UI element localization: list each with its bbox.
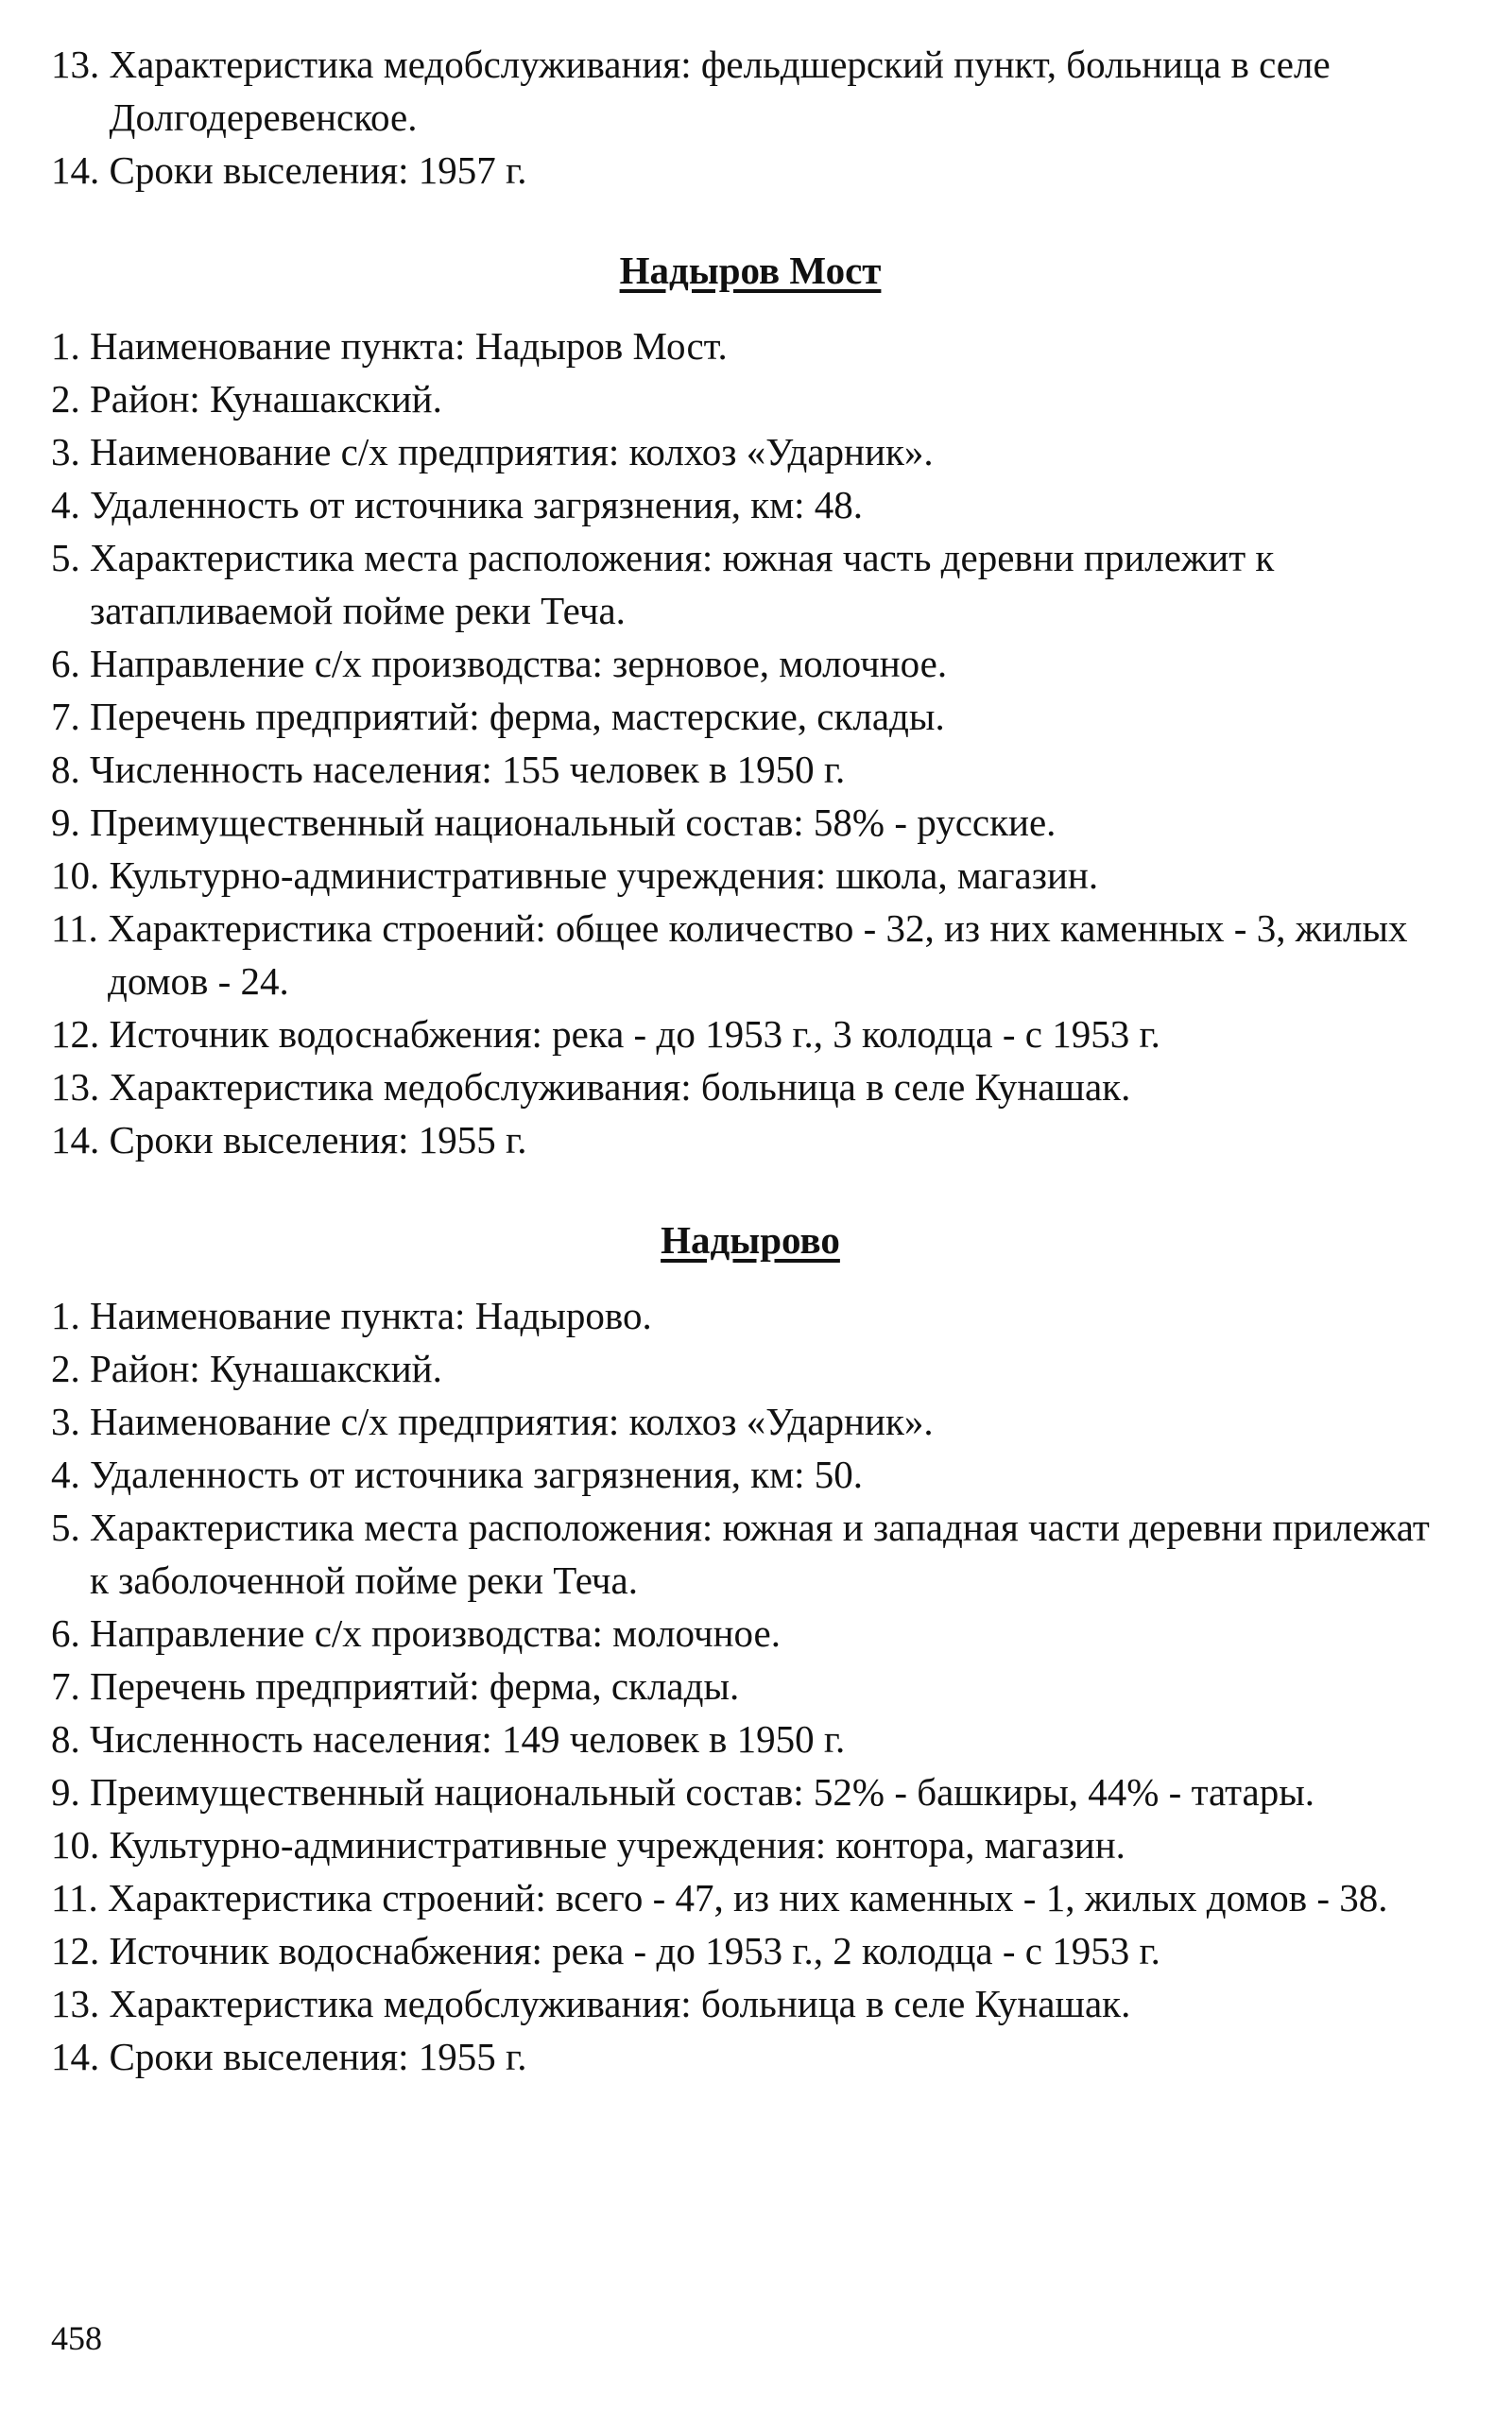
item-text: Характеристика строений: всего - 47, из них каменных - 1, жилых домов - 38. (107, 1876, 1388, 1919)
item-text: Характеристика медобслуживания: больница в селе Кунашак. (109, 1982, 1131, 2025)
item-number: 12. (51, 1012, 110, 1056)
item-number: 3. (51, 1400, 90, 1443)
section-title: Надыров Мост (619, 249, 882, 292)
item-text: Характеристика медобслуживания: больница в селе Кунашак. (109, 1065, 1131, 1109)
item-text: Культурно-административные учреждения: школа, магазин. (109, 853, 1099, 897)
item-text: Район: Кунашакский. (90, 377, 442, 421)
document-page (51, 38, 1450, 2083)
list-item (51, 902, 1450, 1007)
continued-list (51, 38, 1450, 197)
list-item (51, 1113, 1450, 1166)
item-number: 14. (51, 148, 110, 192)
list-item (51, 144, 1450, 197)
list-item (51, 531, 1450, 637)
item-text: Перечень предприятий: ферма, склады. (90, 1664, 740, 1708)
item-number: 5. (51, 1506, 90, 1549)
item-number: 11. (51, 906, 108, 950)
item-number: 14. (51, 2035, 110, 2078)
list-item (51, 1660, 1450, 1713)
list-item (51, 1607, 1450, 1660)
list-item (51, 2030, 1450, 2083)
list-item (51, 1765, 1450, 1818)
list-item (51, 1448, 1450, 1501)
item-number: 13. (51, 1065, 110, 1109)
item-text: Район: Кунашакский. (90, 1347, 442, 1390)
item-text: Характеристика места расположения: южная часть деревни прилежит к затапливаемой пойме реки Теча. (90, 536, 1275, 632)
list-item (51, 38, 1450, 144)
list-item (51, 1060, 1450, 1113)
item-text: Сроки выселения: 1957 г. (109, 148, 527, 192)
list-item (51, 849, 1450, 902)
item-number: 3. (51, 430, 90, 473)
item-text: Преимущественный национальный состав: 58% - русские. (90, 800, 1057, 844)
item-text: Характеристика строений: общее количество - 32, из них каменных - 3, жилых домов - 24. (107, 906, 1408, 1003)
list-item (51, 372, 1450, 425)
item-text: Наименование пункта: Надыров Мост. (90, 324, 728, 368)
item-number: 7. (51, 695, 90, 738)
item-number: 2. (51, 377, 90, 421)
list-item (51, 796, 1450, 849)
page-number: 458 (51, 2319, 102, 2357)
list-item (51, 637, 1450, 690)
item-number: 5. (51, 536, 90, 579)
list-item (51, 1342, 1450, 1395)
list-item (51, 1871, 1450, 1924)
item-number: 4. (51, 483, 90, 526)
item-number: 10. (51, 853, 110, 897)
item-number: 12. (51, 1929, 110, 1972)
item-number: 4. (51, 1453, 90, 1496)
item-text: Наименование с/х предприятия: колхоз «Ударник». (90, 430, 934, 473)
item-text: Характеристика места расположения: южная и западная части деревни прилежат к заболоченной пойме реки Теча. (90, 1506, 1430, 1602)
item-text: Направление с/х производства: молочное. (90, 1611, 781, 1655)
list-item (51, 1289, 1450, 1342)
item-number: 6. (51, 1611, 90, 1655)
list-item (51, 1395, 1450, 1448)
item-number: 9. (51, 1770, 90, 1814)
item-text: Направление с/х производства: зерновое, молочное. (90, 642, 948, 685)
list-item (51, 1924, 1450, 1977)
item-number: 1. (51, 1294, 90, 1337)
section-list (51, 1289, 1450, 2083)
list-item (51, 1007, 1450, 1060)
item-text: Источник водоснабжения: река - до 1953 г., 2 колодца - с 1953 г. (109, 1929, 1160, 1972)
list-item (51, 1818, 1450, 1871)
item-number: 8. (51, 1717, 90, 1761)
list-item (51, 1713, 1450, 1765)
list-item (51, 319, 1450, 372)
list-item (51, 690, 1450, 743)
item-number: 13. (51, 1982, 110, 2025)
list-item (51, 743, 1450, 796)
item-number: 7. (51, 1664, 90, 1708)
item-number: 6. (51, 642, 90, 685)
item-number: 1. (51, 324, 90, 368)
item-text: Сроки выселения: 1955 г. (109, 1118, 527, 1162)
item-text: Преимущественный национальный состав: 52% - башкиры, 44% - татары. (90, 1770, 1315, 1814)
item-number: 10. (51, 1823, 110, 1867)
section-title: Надырово (661, 1218, 840, 1262)
list-item (51, 1977, 1450, 2030)
item-text: Сроки выселения: 1955 г. (109, 2035, 527, 2078)
section-list (51, 319, 1450, 1166)
item-number: 8. (51, 748, 90, 791)
item-text: Наименование с/х предприятия: колхоз «Ударник». (90, 1400, 934, 1443)
item-number: 11. (51, 1876, 108, 1919)
item-text: Численность населения: 149 человек в 1950 г. (90, 1717, 846, 1761)
item-text: Перечень предприятий: ферма, мастерские, склады. (90, 695, 945, 738)
item-text: Характеристика медобслуживания: фельдшерский пункт, больница в селе Долгодеревенское. (109, 43, 1331, 139)
list-item (51, 425, 1450, 478)
item-number: 14. (51, 1118, 110, 1162)
item-number: 13. (51, 43, 110, 86)
item-number: 2. (51, 1347, 90, 1390)
item-text: Удаленность от источника загрязнения, км: 50. (90, 1453, 864, 1496)
item-text: Удаленность от источника загрязнения, км: 48. (90, 483, 864, 526)
item-text: Культурно-административные учреждения: контора, магазин. (109, 1823, 1125, 1867)
item-text: Наименование пункта: Надырово. (90, 1294, 652, 1337)
list-item (51, 1501, 1450, 1607)
item-text: Численность населения: 155 человек в 1950 г. (90, 748, 846, 791)
list-item (51, 478, 1450, 531)
item-number: 9. (51, 800, 90, 844)
item-text: Источник водоснабжения: река - до 1953 г., 3 колодца - с 1953 г. (109, 1012, 1160, 1056)
